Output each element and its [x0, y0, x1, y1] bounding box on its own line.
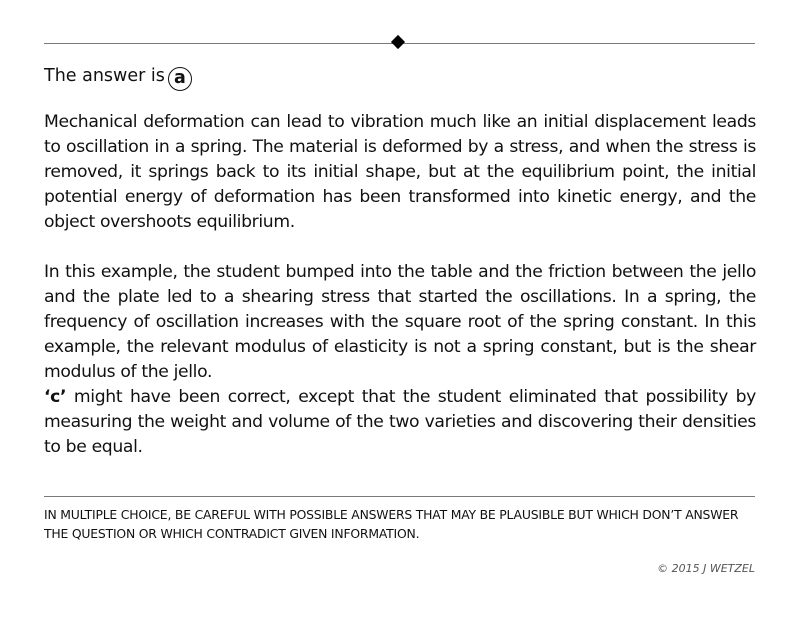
- copyright-notice: © 2015 J WETZEL: [657, 562, 755, 575]
- explanation-paragraph-2: [44, 260, 756, 385]
- answer-letter-badge: a: [168, 67, 192, 91]
- bottom-divider: [44, 496, 755, 497]
- multiple-choice-tip: IN MULTIPLE CHOICE, BE CAREFUL WITH POSSIBLE ANSWERS THAT MAY BE PLAUSIBLE BUT WHICH DON’T ANSWER THE QUESTION OR WHICH CONTRADICT GIVEN INFORMATION.: [44, 507, 739, 541]
- explanation-paragraph-3: [44, 385, 756, 460]
- diamond-ornament-icon: [391, 35, 405, 49]
- paragraph-text: In this example, the student bumped into the table and the friction between the jello and the plate led to a shearing stress that started the oscillations. In a spring, the frequency of oscillation increases with the square root of the spring constant. In this example, the relevant modulus of elasticity is not a spring constant, but is the shear modulus of the jello.: [44, 262, 756, 382]
- explanation-paragraph-1: [44, 110, 756, 235]
- paragraph-text: Mechanical deformation can lead to vibration much like an initial displacement leads to oscillation in a spring. The material is deformed by a stress, and when the stress is removed, it springs back to its initial shape, but at the equilibrium point, the initial potential energy of deformation has been transformed into kinetic energy, and the object overshoots equilibrium.: [44, 112, 756, 232]
- answer-prefix: The answer is: [44, 66, 165, 86]
- answer-line: [44, 64, 192, 91]
- option-c-label: ‘c’: [44, 387, 67, 407]
- paragraph-text: might have been correct, except that the student eliminated that possibility by measuring the weight and volume of the two varieties and discovering their densities to be equal.: [44, 387, 756, 457]
